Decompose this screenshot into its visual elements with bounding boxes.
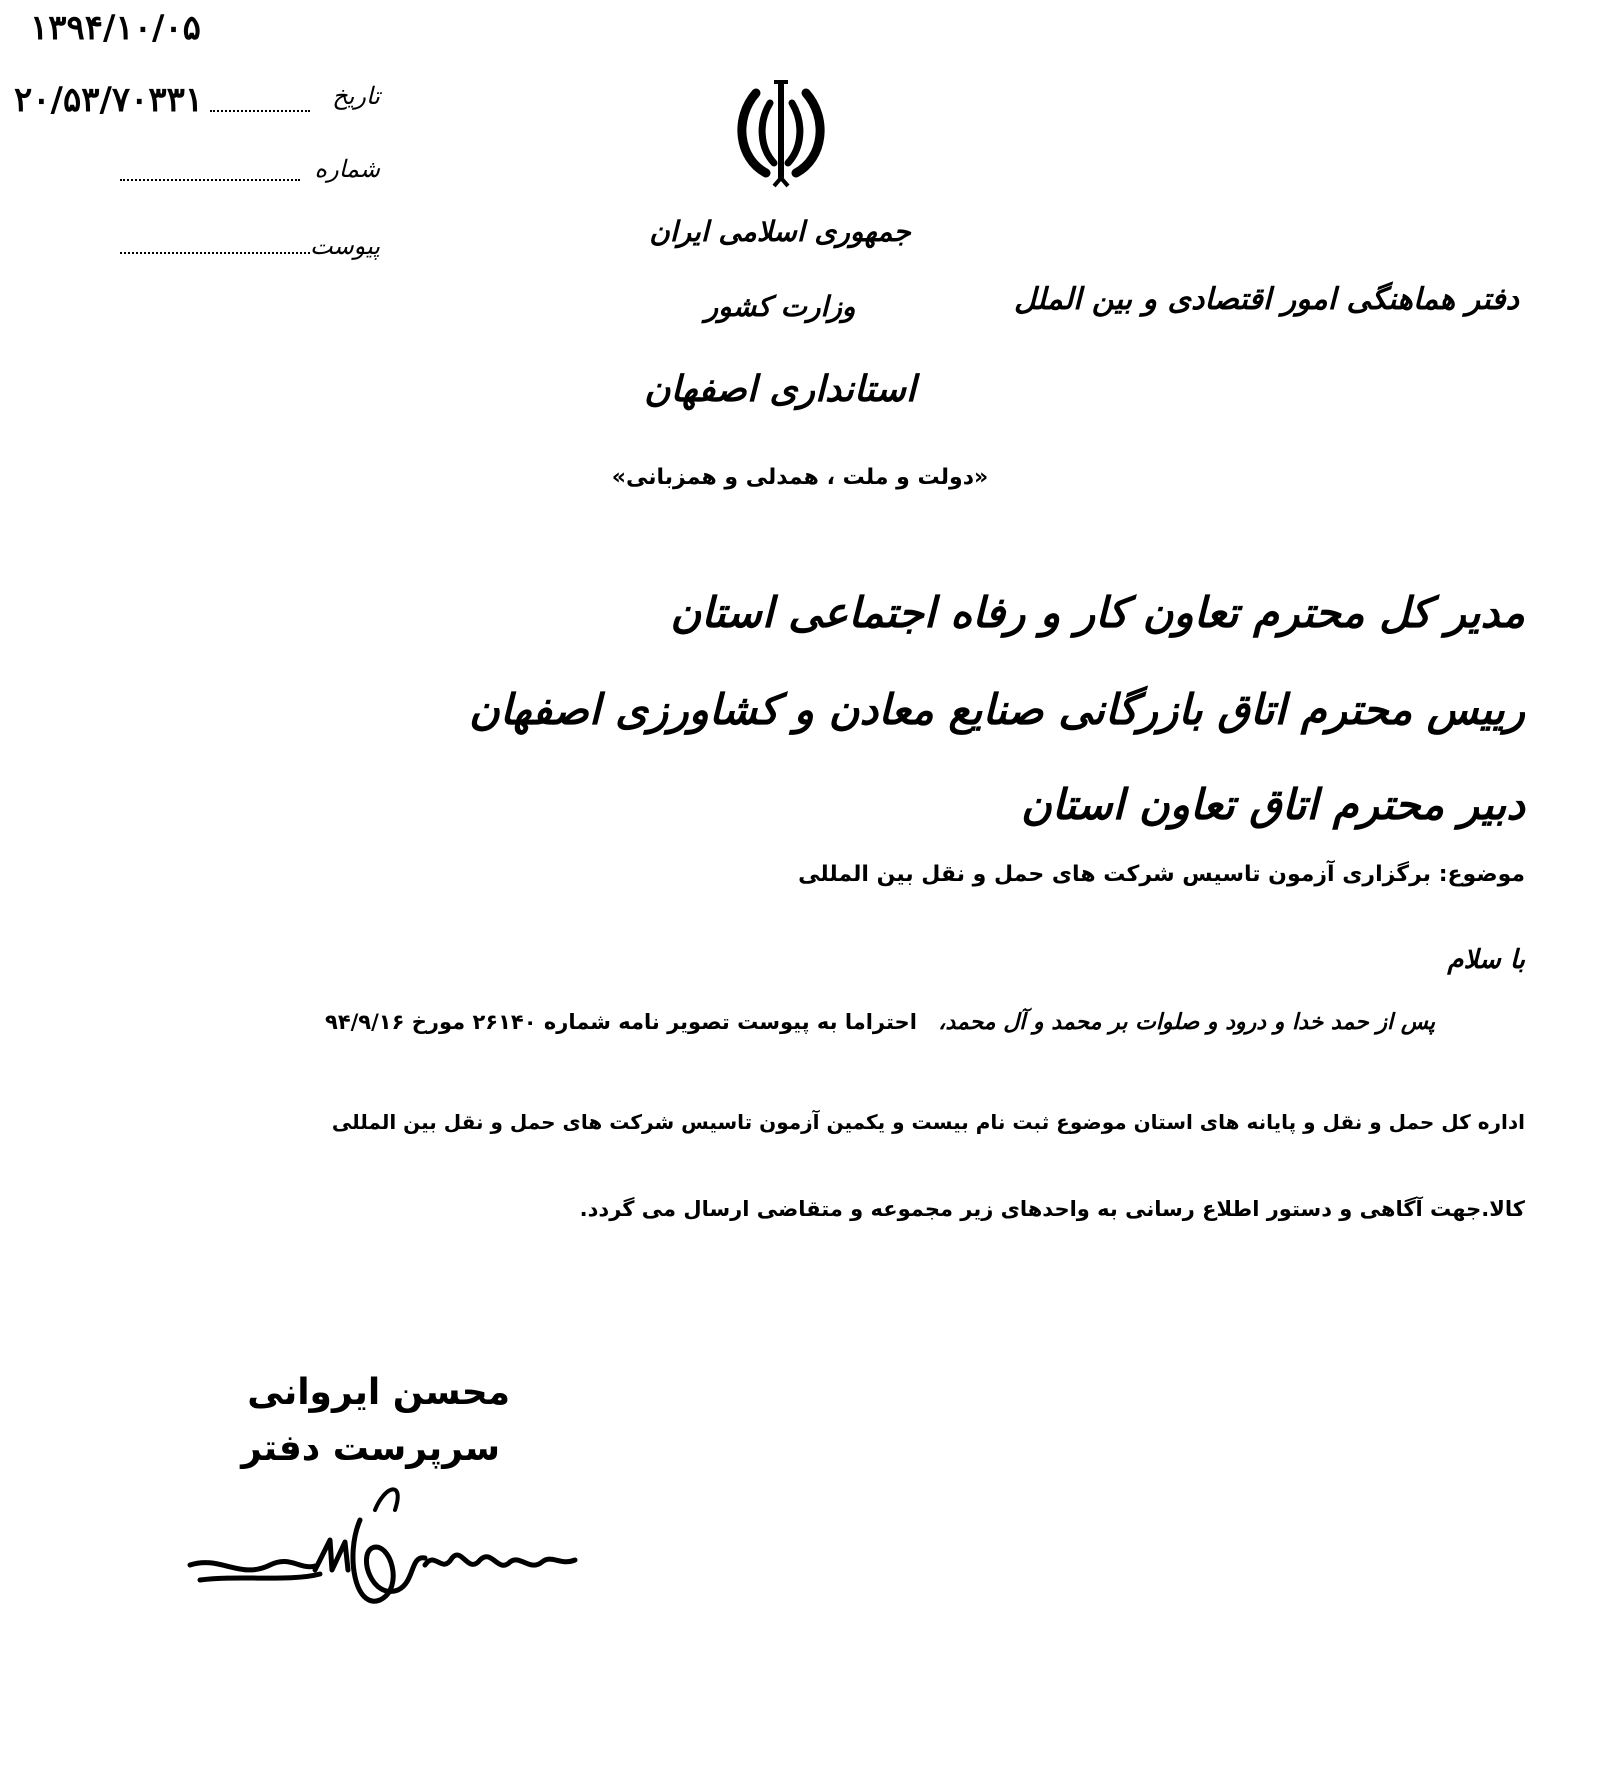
subject-line: موضوع: برگزاری آزمون تاسیس شرکت های حمل و نقل بین المللی — [798, 862, 1525, 887]
slogan: «دولت و ملت ، همدلی و همزبانی» — [611, 465, 989, 490]
body-line-1-emphasis: پس از حمد خدا و درود و صلوات بر محمد و آل محمد، — [938, 1010, 1435, 1035]
greeting: با سلام — [1447, 945, 1525, 975]
handwritten-signature-icon — [180, 1470, 580, 1620]
number-label: شماره — [314, 155, 380, 183]
number-field — [120, 155, 380, 191]
governorate-title: استانداری اصفهان — [644, 368, 916, 410]
signer-name: محسن ایروانی — [247, 1372, 510, 1413]
body-line-1 — [325, 1010, 1525, 1035]
addressee-1: مدیر کل محترم تعاون کار و رفاه اجتماعی استان — [670, 588, 1525, 637]
handwritten-letter-number: ۲۰/۵۳/۷۰۳۳۱ — [14, 80, 204, 120]
body-line-3: کالا.جهت آگاهی و دستور اطلاع رسانی به واحدهای زیر مجموعه و متقاضی ارسال می گردد. — [579, 1197, 1525, 1221]
attachment-label: پیوست — [310, 232, 380, 260]
handwritten-date: ۱۳۹۴/۱۰/۰۵ — [30, 8, 201, 48]
office-title: دفتر هماهنگی امور اقتصادی و بین الملل — [1013, 282, 1519, 317]
addressee-3: دبیر محترم اتاق تعاون استان — [1021, 780, 1525, 829]
number-dotted-line — [120, 179, 300, 181]
body-line-2: اداره کل حمل و نقل و پایانه های استان موضوع ثبت نام بیست و یکمین آزمون تاسیس شرکت های حمل و نقل بین المللی — [331, 1110, 1525, 1134]
date-dotted-line — [210, 110, 310, 112]
ministry-title: وزارت کشور — [704, 290, 856, 323]
body-line-1-rest: احتراما به پیوست تصویر نامه شماره ۲۶۱۴۰ مورخ ۹۴/۹/۱۶ — [325, 1010, 917, 1034]
date-field — [210, 82, 380, 118]
date-label: تاریخ — [332, 82, 380, 110]
signer-title: سرپرست دفتر — [241, 1428, 500, 1469]
attachment-field — [120, 232, 380, 268]
addressee-2: رییس محترم اتاق بازرگانی صنایع معادن و کشاورزی اصفهان — [468, 685, 1525, 734]
republic-title: جمهوری اسلامی ایران — [649, 215, 911, 248]
attachment-dotted-line — [120, 252, 310, 254]
iran-emblem-icon — [736, 78, 826, 188]
